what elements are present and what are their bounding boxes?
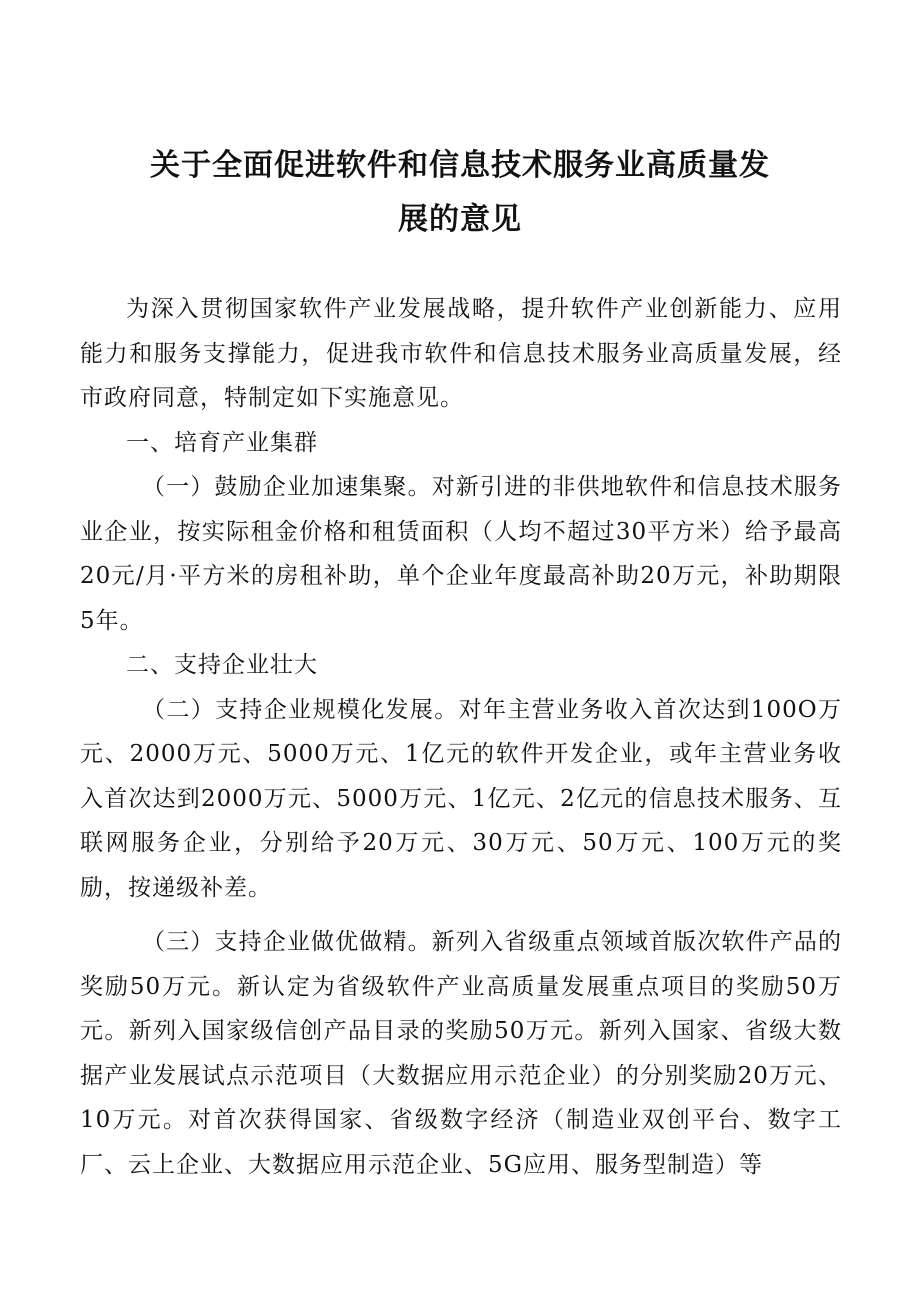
section-heading-1: 一、培育产业集群 — [126, 429, 318, 456]
intro-paragraph: 为深入贯彻国家软件产业发展战略，提升软件产业创新能力、应用能力和服务支撑能力，促进我市软件和信息技术服务业高质量发展，经市政府同意，特制定如下实施意见。 — [80, 296, 842, 411]
item-paragraph-3: （三）支持企业做优做精。新列入省级重点领域首版次软件产品的奖励50万元。新认定为省级软件产业高质量发展重点项目的奖励50万元。新列入国家级信创产品目录的奖励50万元。新列入国家、省级大数据产业发展试点示范项目（大数据应用示范企业）的分别奖励20万元、10万元。对首次获得国家、省级数字经济（制造业双创平台、数字工厂、云上企业、大数据应用示范企业、5G应用、服务型制造）等 — [80, 929, 842, 1178]
document-body — [80, 287, 842, 1187]
item-paragraph-2: （二）支持企业规模化发展。对年主营业务收入首次达到100O万元、2000万元、5000万元、1亿元的软件开发企业，或年主营业务收入首次达到2000万元、5000万元、1亿元、2亿元的信息技术服务、互联网服务企业，分别给予20万元、30万元、50万元、100万元的奖励，按递级补差。 — [80, 696, 842, 901]
section-heading-2: 二、支持企业壮大 — [126, 652, 318, 678]
paragraph-gap — [80, 910, 842, 920]
document-title-line-2: 展的意见 — [398, 202, 522, 237]
item-paragraph-1: （一）鼓励企业加速集聚。对新引进的非供地软件和信息技术服务业企业，按实际租金价格和租赁面积（人均不超过30平方米）给予最高20元/月·平方米的房租补助，单个企业年度最高补助20万元，补助期限5年。 — [80, 474, 842, 634]
document-title-line-1: 关于全面促进软件和信息技术服务业高质量发 — [150, 148, 770, 183]
